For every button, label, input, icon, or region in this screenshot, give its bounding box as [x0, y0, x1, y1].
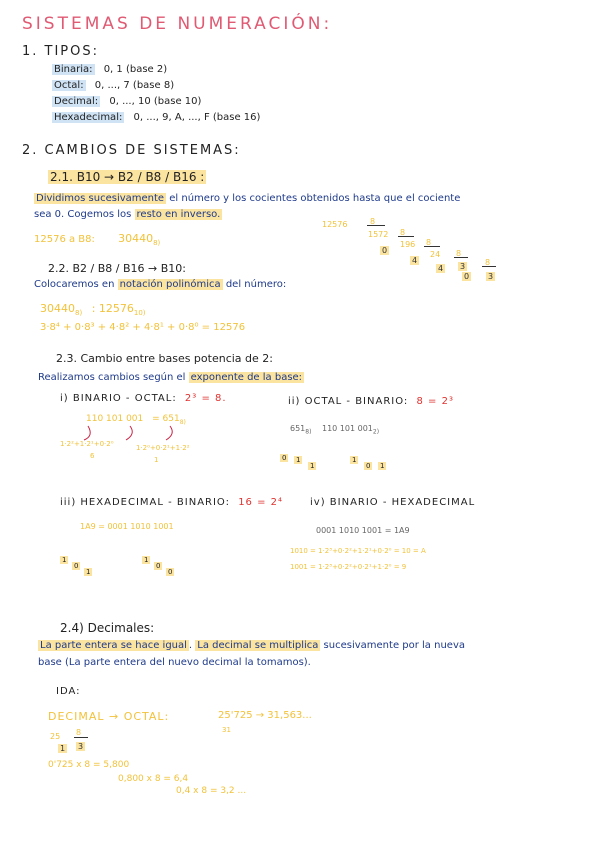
type-desc: 0, ..., 7 (base 8) — [94, 80, 175, 91]
remainder: 4 — [438, 264, 444, 273]
remainder-cell: 1 — [380, 462, 385, 470]
highlight-text: La parte entera se hace igual — [40, 640, 187, 651]
body-text: del número: — [222, 279, 287, 290]
s23-ii-line — [290, 424, 379, 436]
type-desc: 0, ..., 10 (base 10) — [109, 96, 202, 107]
highlight-text: Dividimos sucesivamente — [36, 193, 165, 204]
binary-base: 2) — [372, 428, 380, 436]
bit-groups: 110 101 001 — [322, 424, 373, 433]
type-name: Octal: — [54, 80, 84, 91]
divider-line — [367, 225, 385, 226]
remainder-cell: 0 — [366, 462, 371, 470]
case-title: i) BINARIO - OCTAL: — [60, 393, 177, 404]
s24-line2: base (La parte entera del nuevo decimal la tomamos). — [38, 657, 311, 668]
mult-step-2: 0,800 x 8 = 6,4 — [118, 774, 189, 784]
s22-eq1 — [40, 302, 146, 317]
equation-result: : 12576 — [91, 302, 134, 315]
divisor: 8 — [485, 258, 491, 267]
ii-division-ladders — [278, 440, 398, 476]
remainder: 0 — [464, 272, 470, 281]
quotient: 3 — [78, 742, 84, 751]
remainder-cell: 1 — [296, 456, 301, 464]
type-item-decimal — [52, 94, 260, 110]
divider-line — [482, 266, 496, 267]
body-text: . — [188, 640, 196, 651]
equation-number: 30440 — [40, 302, 75, 315]
subsection-2-4-title: 2.4) Decimales: — [60, 621, 155, 635]
s21-line1 — [34, 193, 460, 204]
arrow-curve — [84, 426, 90, 440]
highlight-text: exponente de la base: — [190, 372, 303, 383]
remainder: 1 — [60, 744, 66, 753]
divider-line — [454, 257, 468, 258]
highlight-text: La decimal se multiplica — [197, 640, 319, 651]
body-text: Colocaremos en — [34, 279, 118, 290]
s23-iv-calc2: 1001 = 1·2³+0·2²+0·2¹+1·2⁰ = 9 — [290, 563, 407, 571]
conversion-value: 25'725 → 31,563... — [218, 710, 312, 721]
s23-iv-title: iv) BINARIO - HEXADECIMAL — [310, 497, 476, 508]
quotient: 24 — [430, 250, 441, 259]
mult-step-3: 0,4 x 8 = 3,2 ... — [176, 786, 247, 796]
quotient: 3 — [460, 262, 466, 271]
s24-division — [48, 728, 108, 758]
case-power: 16 = 2⁴ — [238, 497, 284, 508]
s22-line1 — [34, 279, 286, 290]
equation-result-base: 10) — [133, 309, 146, 318]
divisor: 8 — [400, 228, 406, 237]
page-title: SISTEMAS DE NUMERACIÓN: — [22, 14, 333, 34]
remainder: 4 — [412, 256, 418, 265]
octal-number: 651 — [290, 424, 306, 433]
case-power: 8 = 2³ — [416, 396, 454, 407]
quotient: 1572 — [368, 230, 389, 239]
subsection-2-1-title — [48, 170, 206, 184]
mult-step-1: 0'725 x 8 = 5,800 — [48, 760, 130, 770]
example-label: 12576 a B8: — [34, 234, 95, 245]
s23-iv-line: 0001 1010 1001 = 1A9 — [316, 526, 410, 535]
subsection-title-text: 2.1. B10 → B2 / B8 / B16 : — [50, 170, 205, 184]
s23-i-title — [60, 393, 227, 404]
divisor: 8 — [426, 238, 432, 247]
s22-eq2: 3·8⁴ + 0·8³ + 4·8² + 4·8¹ + 0·8⁰ = 12576 — [40, 322, 246, 333]
arrow-curve — [166, 426, 172, 440]
s23-iv-calc1: 1010 = 1·2³+0·2²+1·2¹+0·2⁰ = 10 = A — [290, 547, 426, 555]
highlight-text: notación polinómica — [119, 279, 221, 290]
case-title: ii) OCTAL - BINARIO: — [288, 396, 409, 407]
conversion-sub: 31 — [222, 726, 231, 734]
quotient: 196 — [400, 240, 416, 249]
body-text: sea 0. Cogemos los — [34, 209, 135, 220]
s23-i-calc2-res: 1 — [154, 456, 159, 464]
s21-line2 — [34, 209, 222, 220]
s24-line1 — [38, 640, 465, 651]
remainder-cell: 0 — [74, 562, 79, 570]
equation-base: 8) — [75, 309, 83, 318]
type-desc: 0, 1 (base 2) — [103, 64, 168, 75]
remainder: 3 — [488, 272, 494, 281]
section-2-heading: 2. CAMBIOS DE SISTEMAS: — [22, 143, 241, 158]
conversion-base: 8) — [179, 418, 186, 426]
section-1-heading: 1. TIPOS: — [22, 44, 100, 59]
body-text: Realizamos cambios según el — [38, 372, 189, 383]
s23-ii-title — [288, 396, 454, 407]
division-ladder — [320, 216, 510, 286]
s23-i-calc1: 1·2²+1·2¹+0·2⁰ — [60, 440, 114, 448]
highlight-text: resto en inverso. — [136, 209, 221, 220]
type-item-binary — [52, 62, 260, 78]
case-power: 2³ = 8. — [184, 393, 227, 404]
body-text: el número y los cocientes obtenidos hasta que el cociente — [166, 193, 461, 204]
type-desc: 0, ..., 9, A, ..., F (base 16) — [133, 112, 261, 123]
subsection-2-2-title: 2.2. B2 / B8 / B16 → B10: — [48, 262, 186, 275]
s21-example — [34, 232, 160, 247]
divisor: 8 — [370, 217, 376, 226]
conversion-result: = 651 — [152, 414, 180, 424]
divider-line — [74, 737, 88, 738]
remainder-cell: 0 — [156, 562, 161, 570]
s23-iii-line: 1A9 = 0001 1010 1001 — [80, 522, 174, 531]
divider-line — [398, 236, 414, 237]
remainder-cell: 1 — [310, 462, 315, 470]
divisor: 8 — [456, 249, 462, 258]
ida-label: IDA: — [56, 686, 81, 697]
iii-division-ladders — [50, 540, 200, 586]
remainder-cell: 0 — [168, 568, 173, 576]
subsection-2-3-title: 2.3. Cambio entre bases potencia de 2: — [56, 352, 273, 365]
type-item-octal — [52, 78, 260, 94]
remainder-cell: 0 — [282, 454, 287, 462]
type-name: Binaria: — [54, 64, 93, 75]
example-result-base: 8) — [153, 239, 161, 247]
type-name: Hexadecimal: — [54, 112, 123, 123]
s23-line1 — [38, 372, 304, 383]
divider-line — [424, 246, 440, 247]
s23-iii-title — [60, 497, 283, 508]
remainder: 0 — [382, 246, 388, 255]
remainder-cell: 1 — [352, 456, 357, 464]
types-list — [52, 62, 260, 126]
case-title: iii) HEXADECIMAL - BINARIO: — [60, 497, 230, 508]
example-result: 30440 — [118, 232, 154, 245]
remainder-cell: 1 — [86, 568, 91, 576]
type-name: Decimal: — [54, 96, 99, 107]
arrow-curve — [126, 426, 132, 440]
divisor: 8 — [76, 728, 82, 737]
body-text: sucesivamente por la nueva — [320, 640, 465, 651]
dividend: 12576 — [322, 220, 348, 229]
s23-i-calc1-res: 6 — [90, 452, 95, 460]
octal-base: 8) — [305, 428, 312, 436]
bit-groups: 110 101 001 — [86, 414, 144, 424]
remainder-cell: 1 — [144, 556, 149, 564]
type-item-hexadecimal — [52, 110, 260, 126]
s23-i-calc2: 1·2⁰+0·2¹+1·2² — [136, 444, 190, 452]
conversion-label: DECIMAL → OCTAL: — [48, 710, 170, 723]
dividend: 25 — [50, 732, 61, 741]
remainder-cell: 1 — [62, 556, 67, 564]
